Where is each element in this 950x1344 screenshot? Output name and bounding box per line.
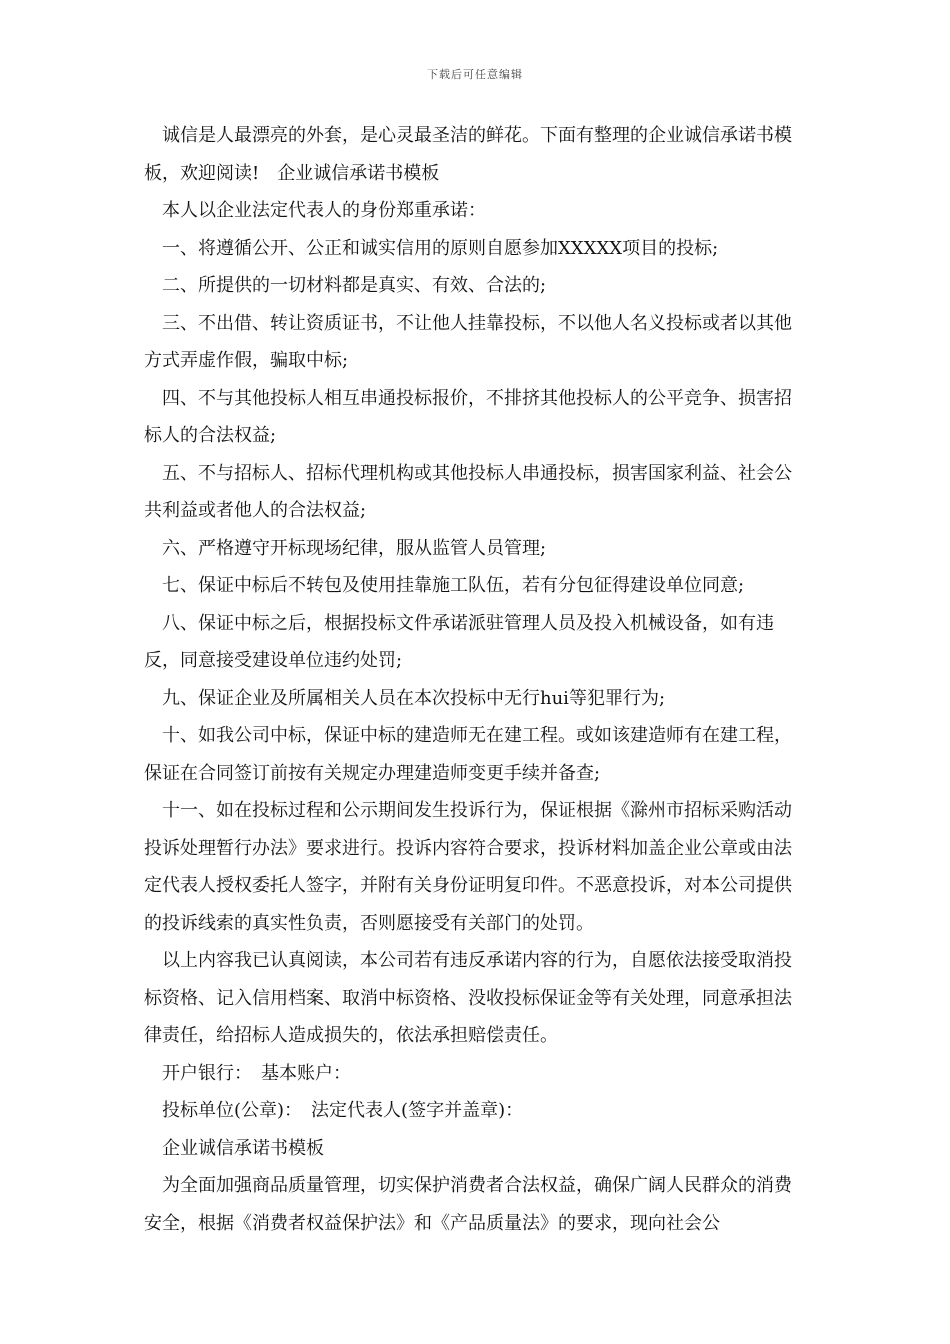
paragraph-item-3: 三、不出借、转让资质证书，不让他人挂靠投标，不以他人名义投标或者以其他方式弄虚作假，骗取中标; (144, 312, 792, 371)
paragraph-item-7: 七、保证中标后不转包及使用挂靠施工队伍，若有分包征得建设单位同意; (162, 575, 745, 596)
paragraph-conclusion: 以上内容我已认真阅读，本公司若有违反承诺内容的行为，自愿依法接受取消投标资格、记入信用档案、取消中标资格、没收投标保证金等有关处理，同意承担法律责任，给招标人造成损失的，依法承担赔偿责任。 (144, 950, 792, 1046)
paragraph-item-8: 八、保证中标之后，根据投标文件承诺派驻管理人员及投入机械设备，如有违反，同意接受建设单位违约处罚; (144, 612, 774, 671)
paragraph-template-title: 企业诚信承诺书模板 (162, 1137, 324, 1159)
paragraph-bank-info: 开户银行： 基本账户： (162, 1062, 351, 1084)
document-body (144, 117, 808, 1242)
paragraph-item-6: 六、严格遵守开标现场纪律，服从监管人员管理; (162, 537, 547, 559)
paragraph-item-10: 十、如我公司中标，保证中标的建造师无在建工程。或如该建造师有在建工程，保证在合同签订前按有关规定办理建造师变更手续并备查; (144, 725, 792, 784)
page-header: 下载后可任意编辑 (427, 68, 523, 81)
paragraph-item-1: 一、将遵循公开、公正和诚实信用的原则自愿参加XXXXX项目的投标; (162, 237, 719, 259)
paragraph-item-2: 二、所提供的一切材料都是真实、有效、合法的; (162, 275, 547, 296)
paragraph-item-11: 十一、如在投标过程和公示期间发生投诉行为，保证根据《滁州市招标采购活动投诉处理暂行办法》要求进行。投诉内容符合要求，投诉材料加盖企业公章或由法定代表人授权委托人签字，并附有关身份证明复印件。不恶意投诉，对本公司提供的投诉线索的真实性负责，否则愿接受有关部门的处罚。 (144, 800, 792, 934)
paragraph-pledge-opening: 本人以企业法定代表人的身份郑重承诺： (162, 200, 486, 221)
paragraph-item-5: 五、不与招标人、招标代理机构或其他投标人串通投标，损害国家利益、社会公共利益或者他人的合法权益; (144, 462, 792, 521)
paragraph-item-9: 九、保证企业及所属相关人员在本次投标中无行hui等犯罪行为; (162, 687, 666, 709)
paragraph-item-4: 四、不与其他投标人相互串通投标报价，不排挤其他投标人的公平竞争、损害招标人的合法权益; (144, 387, 792, 446)
paragraph-quality-intro: 为全面加强商品质量管理，切实保护消费者合法权益，确保广阔人民群众的消费安全，根据《消费者权益保护法》和《产品质量法》的要求，现向社会公 (144, 1175, 792, 1234)
paragraph-intro: 诚信是人最漂亮的外套，是心灵最圣洁的鲜花。下面有整理的企业诚信承诺书模板，欢迎阅读! 企业诚信承诺书模板 (144, 125, 792, 184)
paragraph-signature-line: 投标单位(公章)： 法定代表人(签字并盖章)： (162, 1100, 524, 1121)
